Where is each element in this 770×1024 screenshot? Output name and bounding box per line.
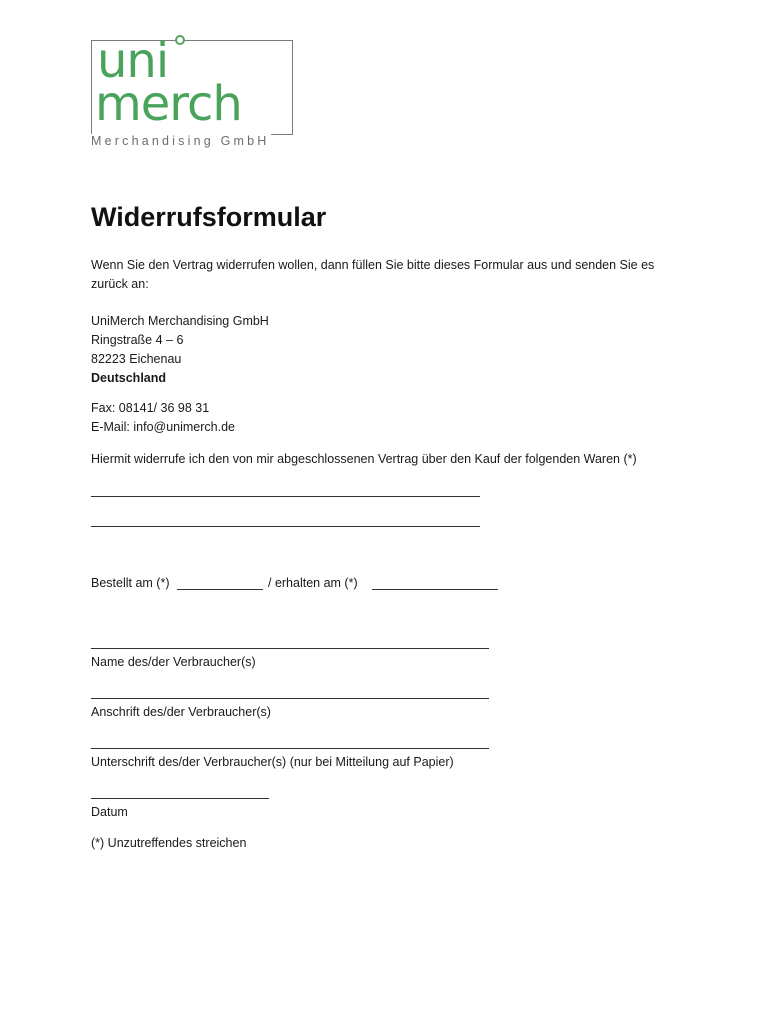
unimerch-logo xyxy=(91,35,297,149)
footnote: (*) Unzutreffendes streichen xyxy=(91,836,247,850)
signature-line[interactable] xyxy=(91,748,489,749)
ordered-label: Bestellt am (*) xyxy=(91,576,170,590)
logo-text-uni: uni xyxy=(97,33,169,89)
address-company: UniMerch Merchandising GmbH xyxy=(91,314,269,328)
consumer-name-label: Name des/der Verbraucher(s) xyxy=(91,655,256,669)
document-title: Widerrufsformular xyxy=(91,202,327,232)
date-line[interactable] xyxy=(91,798,269,799)
goods-line-1[interactable] xyxy=(91,496,480,497)
email-address: E-Mail: info@unimerch.de xyxy=(91,420,235,434)
goods-line-2[interactable] xyxy=(91,526,480,527)
received-date-line[interactable] xyxy=(372,589,498,590)
fax-number: Fax: 08141/ 36 98 31 xyxy=(91,401,210,415)
consumer-address-label: Anschrift des/der Verbraucher(s) xyxy=(91,705,271,719)
ordered-date-line[interactable] xyxy=(177,589,263,590)
address-country: Deutschland xyxy=(91,371,167,385)
date-label: Datum xyxy=(91,805,128,819)
revocation-statement: Hiermit widerrufe ich den von mir abgeschlossenen Vertrag über den Kauf der folgenden Waren (*) xyxy=(91,452,637,466)
logo-text-merch: merch xyxy=(95,76,242,132)
received-label: / erhalten am (*) xyxy=(268,576,358,590)
consumer-address-line[interactable] xyxy=(91,698,489,699)
logo-dot-icon xyxy=(175,35,185,45)
address-city: 82223 Eichenau xyxy=(91,352,182,366)
intro-paragraph: Wenn Sie den Vertrag widerrufen wollen, dann füllen Sie bitte dieses Formular aus und senden Sie es zurück an: xyxy=(91,258,655,291)
logo-subtitle: Merchandising GmbH xyxy=(91,134,270,148)
address-street: Ringstraße 4 – 6 xyxy=(91,333,184,347)
signature-label: Unterschrift des/der Verbraucher(s) (nur bei Mitteilung auf Papier) xyxy=(91,755,454,769)
consumer-name-line[interactable] xyxy=(91,648,489,649)
